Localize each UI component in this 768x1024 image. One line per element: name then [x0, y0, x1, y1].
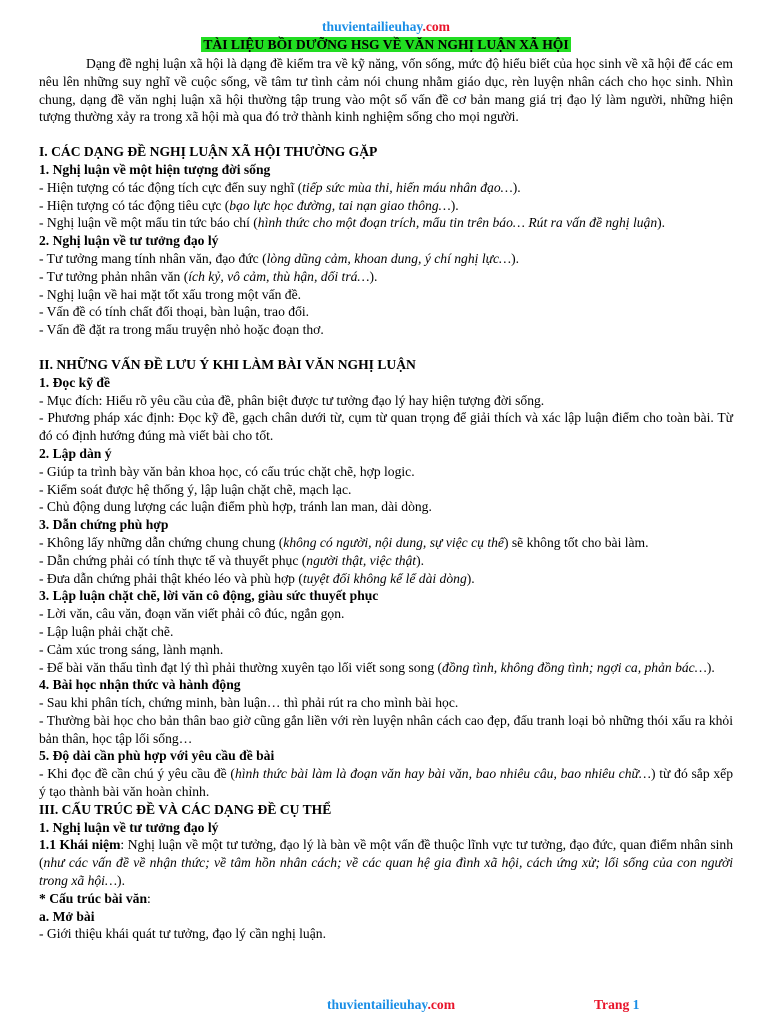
- concept-paragraph: 1.1 Khái niệm: Nghị luận về một tư tưởng, đạo lý là bàn về một vấn đề thuộc lĩnh vực tư tưởng, đạo đức, quan điểm nhân sinh (như các vấn đề về nhận thức; về tâm hồn nhân cách; về các quan hệ gia đình xã hội, cách ứng xử; lối sống của con người trong xã hội…).: [39, 837, 733, 889]
- site-header: [39, 18, 733, 36]
- intro-paragraph: Dạng đề nghị luận xã hội là dạng đề kiểm tra về kỹ năng, vốn sống, mức độ hiểu biết của học sinh về xã hội để các em nêu lên những suy nghĩ về cuộc sống, về tâm tư tình cảm nói chung nhằm giáo dục, rèn luyện nhân cách cho học sinh. Nhìn chung, dạng đề văn nghị luận xã hội thường tập trung vào một số vấn đề cơ bản mang giá trị đạo lý làm người, những hiện tượng thường xảy ra trong xã hội mà qua đó trở thành kinh nghiệm sống cho mọi người.: [39, 56, 733, 125]
- section-1-sub-2: 2. Nghị luận về tư tưởng đạo lý: [39, 233, 219, 249]
- footer-site: thuvientailieuhay.com: [327, 997, 456, 1012]
- section-2-sub-4: 3. Lập luận chặt chẽ, lời văn cô động, giàu sức thuyết phục: [39, 588, 379, 604]
- title-row: [39, 36, 733, 54]
- list-item: - Tư tưởng mang tính nhân văn, đạo đức (lòng dũng cảm, khoan dung, ý chí nghị lực…).: [39, 250, 520, 266]
- section-2-sub-6: 5. Độ dài cần phù hợp với yêu cầu đề bài: [39, 748, 275, 764]
- list-item: - Lời văn, câu văn, đoạn văn viết phải cô đúc, ngắn gọn.: [39, 606, 345, 622]
- spacer: [39, 339, 733, 356]
- list-item: - Cảm xúc trong sáng, lành mạnh.: [39, 641, 224, 657]
- section-2-sub-5: 4. Bài học nhận thức và hành động: [39, 677, 241, 693]
- section-2-sub-1: 1. Đọc kỹ đề: [39, 374, 110, 390]
- document-page: [39, 18, 733, 943]
- spacer: [39, 126, 733, 143]
- section-3-heading: III. CẤU TRÚC ĐỀ VÀ CÁC DẠNG ĐỀ CỤ THỂ: [39, 801, 332, 817]
- list-item: - Để bài văn thấu tình đạt lý thì phải thường xuyên tạo lối viết song song (đồng tình, không đồng tình; ngợi ca, phản bác…).: [39, 659, 715, 675]
- list-item: - Mục đích: Hiểu rõ yêu cầu của đề, phân biệt được tư tưởng đạo lý hay hiện tượng đời sống.: [39, 392, 545, 408]
- page-footer: [0, 997, 768, 1017]
- section-2-sub-2: 2. Lập dàn ý: [39, 445, 112, 461]
- list-item: - Giúp ta trình bày văn bản khoa học, có cấu trúc chặt chẽ, hợp logic.: [39, 463, 415, 479]
- list-item: - Sau khi phân tích, chứng minh, bàn luận… thì phải rút ra cho mình bài học.: [39, 695, 459, 711]
- list-item: - Không lấy những dẫn chứng chung chung (không có người, nội dung, sự việc cụ thể) sẽ không tốt cho bài làm.: [39, 534, 649, 550]
- list-item: - Dẫn chứng phải có tính thực tế và thuyết phục (người thật, việc thật).: [39, 552, 425, 568]
- list-item: - Vấn đề đặt ra trong mẩu truyện nhỏ hoặc đoạn thơ.: [39, 322, 324, 338]
- document-title: TÀI LIỆU BỒI DƯỠNG HSG VỀ VĂN NGHỊ LUẬN XÃ HỘI: [203, 37, 569, 52]
- list-item: - Hiện tượng có tác động tích cực đến suy nghĩ (tiếp sức mùa thi, hiến máu nhân đạo…).: [39, 179, 521, 195]
- section-2-heading: II. NHỮNG VẤN ĐỀ LƯU Ý KHI LÀM BÀI VĂN NGHỊ LUẬN: [39, 356, 416, 372]
- list-item: - Thường bài học cho bản thân bao giờ cũng gắn liền với rèn luyện nhân cách cao đẹp, đấu tranh loại bỏ những thói xấu ra khỏi bản thân, học tập lối sống…: [39, 712, 733, 746]
- list-item: - Nghị luận về một mẩu tin tức báo chí (hình thức cho một đoạn trích, mẩu tin trên báo… Rút ra vấn đề nghị luận).: [39, 215, 666, 231]
- list-item: - Đưa dẫn chứng phải thật khéo léo và phù hợp (tuyệt đối không kể lể dài dòng).: [39, 570, 475, 586]
- intro-part-heading: a. Mở bài: [39, 908, 95, 924]
- list-item: - Khi đọc đề cần chú ý yêu cầu đề (hình thức bài làm là đoạn văn hay bài văn, bao nhiêu câu, bao nhiêu chữ…) từ đó sắp xếp ý tạo thành bài văn hoàn chỉnh.: [39, 766, 734, 800]
- list-item: - Chủ động dung lượng các luận điểm phù hợp, tránh lan man, dài dòng.: [39, 499, 432, 515]
- list-item: - Nghị luận về hai mặt tốt xấu trong một vấn đề.: [39, 286, 301, 302]
- section-1-sub-1: 1. Nghị luận về một hiện tượng đời sống: [39, 161, 271, 177]
- section-3-sub-1: 1. Nghị luận về tư tưởng đạo lý: [39, 819, 219, 835]
- list-item: - Phương pháp xác định: Đọc kỹ đề, gạch chân dưới từ, cụm từ quan trọng để giải thích và xác lập luận điểm cho toàn bài. Từ đó có định hướng đúng mà viết bài cho tốt.: [39, 410, 733, 444]
- list-item: - Tư tưởng phản nhân văn (ích kỷ, vô cảm, thù hận, dối trá…).: [39, 268, 378, 284]
- structure-heading: * Cấu trúc bài văn:: [39, 890, 151, 906]
- section-2-sub-3: 3. Dẫn chứng phù hợp: [39, 517, 169, 533]
- site-domain: .com: [422, 19, 451, 34]
- list-item: - Giới thiệu khái quát tư tưởng, đạo lý cần nghị luận.: [39, 926, 326, 942]
- site-name: thuvientailieuhay: [321, 19, 423, 34]
- list-item: - Hiện tượng có tác động tiêu cực (bạo lực học đường, tai nạn giao thông…).: [39, 197, 459, 213]
- list-item: - Kiểm soát được hệ thống ý, lập luận chặt chẽ, mạch lạc.: [39, 481, 352, 497]
- list-item: - Vấn đề có tính chất đối thoại, bàn luận, trao đổi.: [39, 304, 310, 320]
- section-1-heading: I. CÁC DẠNG ĐỀ NGHỊ LUẬN XÃ HỘI THƯỜNG GẶP: [39, 144, 378, 160]
- list-item: - Lập luận phải chặt chẽ.: [39, 623, 174, 639]
- page-number: Trang 1: [594, 997, 640, 1012]
